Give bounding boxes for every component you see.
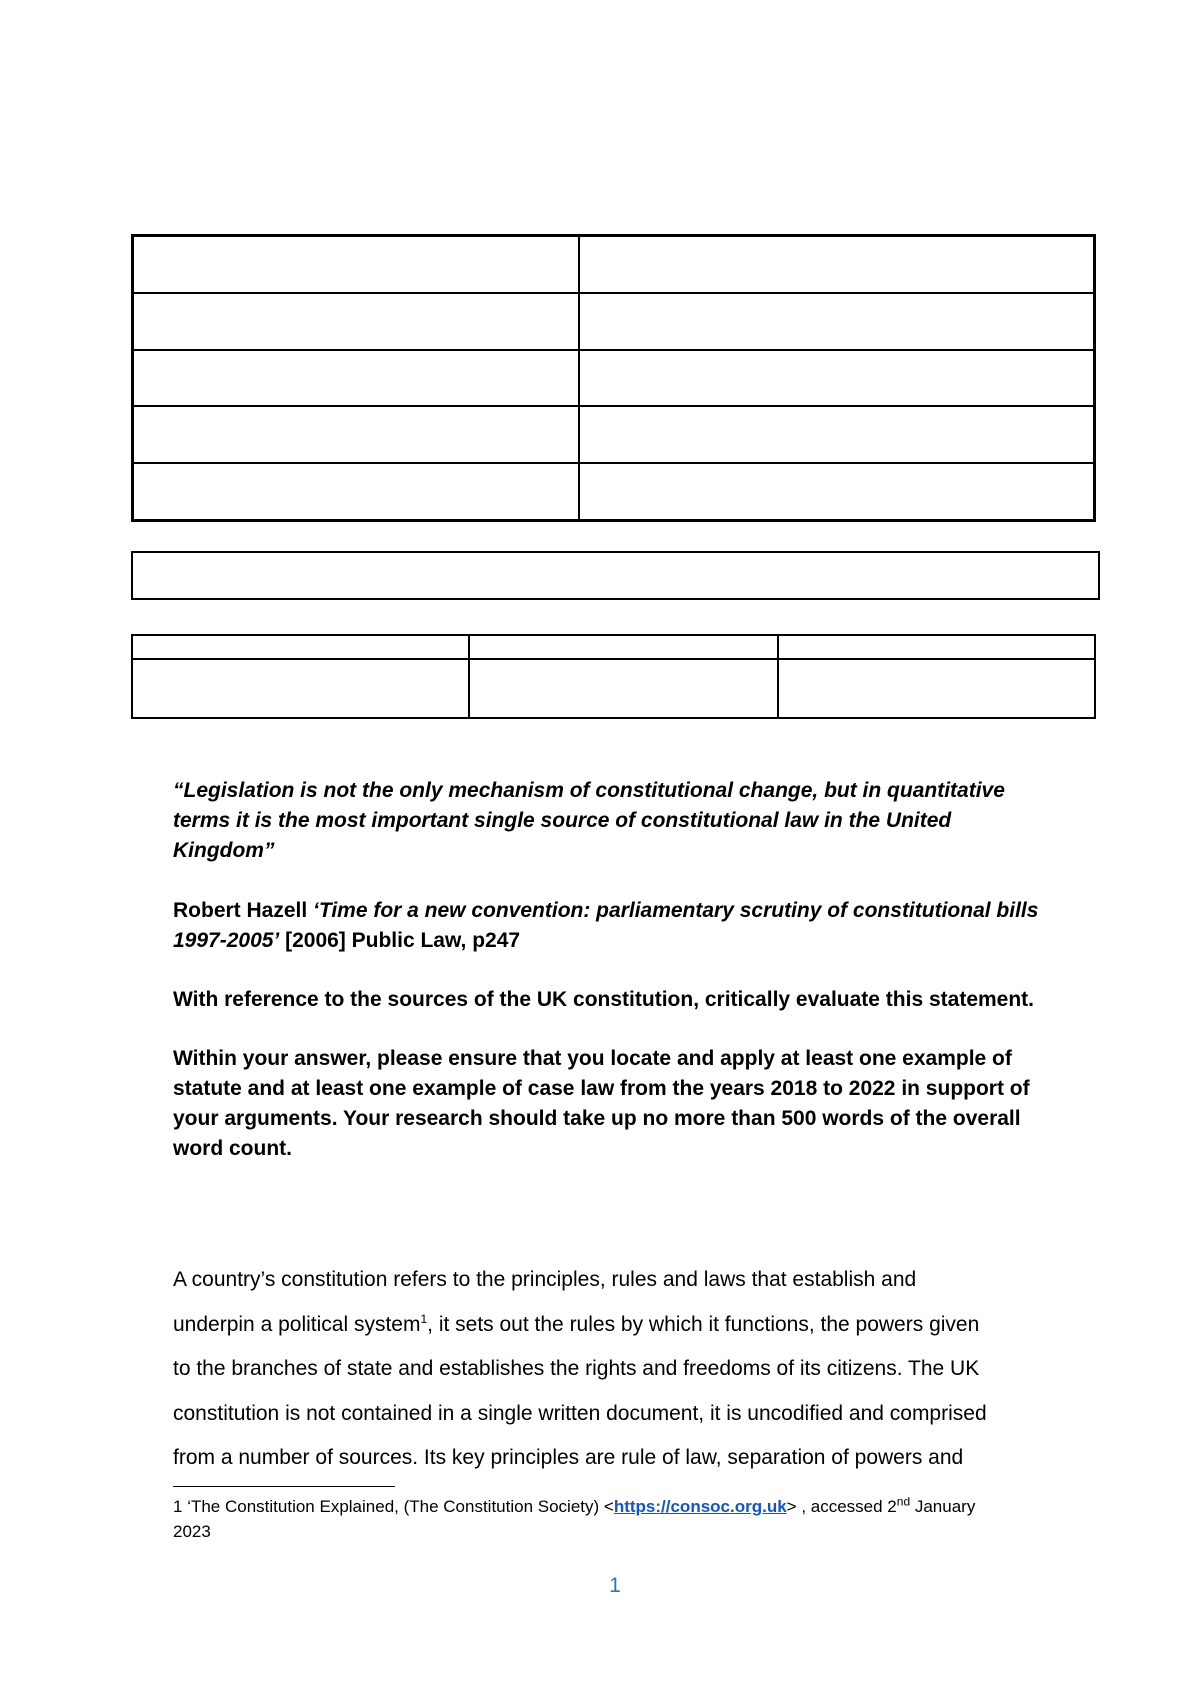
body-line: from a number of sources. Its key principles are rule of law, separation of powers and [173, 1446, 964, 1469]
body-line: to the branches of state and establishes the rights and freedoms of its citizens. The UK [173, 1357, 980, 1380]
body-text: underpin a political system [173, 1312, 421, 1336]
body-line [173, 1303, 1073, 1348]
table-cell [778, 635, 1095, 659]
details-cell [579, 463, 1095, 520]
table-cell [778, 659, 1095, 718]
details-cell [133, 406, 580, 463]
citation-title: ‘Time for a new convention: parliamentary scrutiny of constitutional bills [313, 899, 1039, 922]
table-cell [132, 659, 469, 718]
body-line: constitution is not contained in a single written document, it is uncodified and comprised [173, 1401, 987, 1425]
quote-block [173, 776, 1063, 866]
footnote [173, 1494, 1053, 1544]
body-text: , it sets out the rules by which it functions, the powers given [427, 1312, 980, 1336]
table-cell [132, 635, 469, 659]
footnote-link[interactable]: https://consoc.org.uk [613, 1497, 787, 1516]
footnote-text: > , accessed 2 [786, 1497, 897, 1516]
details-cell [133, 236, 580, 293]
footnote-text: ‘The Constitution Explained, (The Constitution Society) < [182, 1497, 614, 1516]
details-cell [133, 463, 580, 520]
details-cell [579, 406, 1095, 463]
requirements-line: word count. [173, 1137, 292, 1160]
table-cell [469, 659, 778, 718]
instruction: With reference to the sources of the UK constitution, critically evaluate this statement. [173, 988, 1034, 1011]
details-cell [133, 350, 580, 407]
footnote-text: January [910, 1497, 976, 1516]
quote-line: Kingdom” [173, 839, 275, 862]
three-column-table [131, 634, 1096, 719]
details-cell [579, 293, 1095, 350]
citation-source: [2006] Public Law, p247 [279, 929, 521, 952]
page-number: 1 [609, 1574, 621, 1597]
citation-title-cont: 1997-2005’ [173, 929, 280, 952]
footnote-ref[interactable]: 1 [420, 1311, 428, 1326]
citation [173, 896, 1063, 956]
footnote-line: 2023 [173, 1522, 211, 1541]
requirements-line: Within your answer, please ensure that you locate and apply at least one example of [173, 1047, 1012, 1070]
details-cell [133, 293, 580, 350]
requirements-line: statute and at least one example of case law from the years 2018 to 2022 in support of [173, 1077, 1030, 1100]
footnote-number: 1 [173, 1497, 183, 1516]
citation-author: Robert Hazell [173, 899, 314, 922]
body-paragraph [173, 1258, 1073, 1481]
details-table [131, 234, 1096, 522]
quote-line: terms it is the most important single source of constitutional law in the United [173, 809, 952, 832]
details-cell [579, 350, 1095, 407]
details-cell [579, 236, 1095, 293]
footnote-ordinal: nd [896, 1494, 911, 1509]
table-cell [469, 635, 778, 659]
body-line: A country’s constitution refers to the principles, rules and laws that establish and [173, 1268, 917, 1291]
footnote-separator [173, 1486, 395, 1487]
requirements-line: your arguments. Your research should take up no more than 500 words of the overall [173, 1107, 1021, 1130]
requirements [173, 1044, 1063, 1164]
single-row-box [131, 551, 1100, 600]
quote-line: “Legislation is not the only mechanism of constitutional change, but in quantitative [173, 779, 1005, 802]
